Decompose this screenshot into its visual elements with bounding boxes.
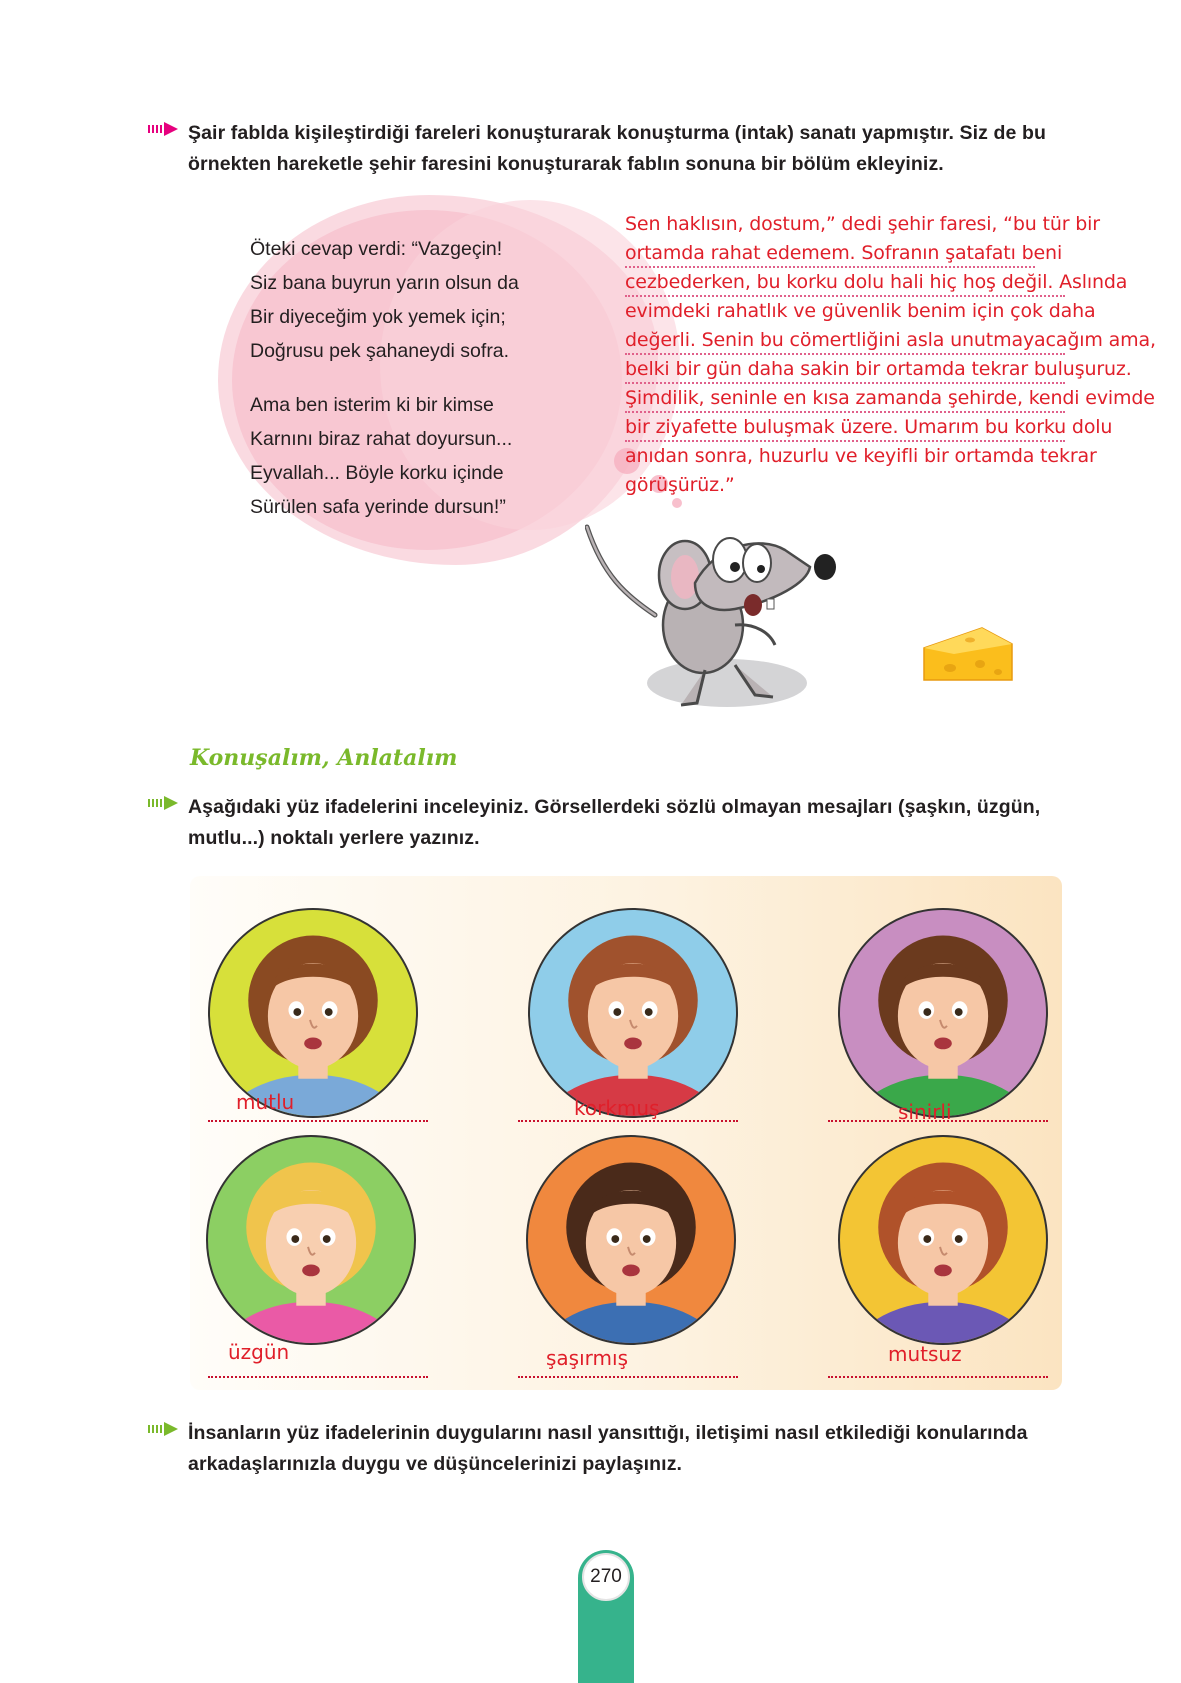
- face-answer-label[interactable]: korkmuş: [574, 1096, 660, 1120]
- answer-line: değerli. Senin bu cömertliğini asla unutmayacağım ama,: [625, 329, 1156, 351]
- poem-line: Bir diyeceğim yok yemek için;: [250, 306, 506, 328]
- face-portrait: [208, 908, 418, 1118]
- face-portrait: [526, 1135, 736, 1345]
- cheese-icon: [920, 624, 1015, 684]
- poem-line: Öteki cevap verdi: “Vazgeçin!: [250, 238, 503, 260]
- face-portrait: [838, 908, 1048, 1118]
- answer-line: bir ziyafette buluşmak üzere. Umarım bu korku dolu: [625, 416, 1113, 438]
- poem-line: Ama ben isterim ki bir kimse: [250, 394, 494, 416]
- poem: [250, 232, 580, 524]
- poem-line: Doğrusu pek şahaneydi sofra.: [250, 340, 510, 362]
- answer-line: ortamda rahat edemem. Sofranın şatafatı beni: [625, 242, 1063, 264]
- face-answer-label[interactable]: şaşırmış: [546, 1346, 628, 1370]
- answer-dotted-line: [208, 1376, 428, 1378]
- poem-line: Sürülen safa yerinde dursun!”: [250, 496, 506, 518]
- poem-line: Karnını biraz rahat doyursun...: [250, 428, 513, 450]
- answer-line: cezbederken, bu korku dolu hali hiç hoş değil. Aslında: [625, 271, 1128, 293]
- face-portrait: [528, 908, 738, 1118]
- answer-line: belki bir gün daha sakin bir ortamda tekrar buluşuruz.: [625, 358, 1132, 380]
- instruction-text: İnsanların yüz ifadelerinin duygularını nasıl yansıttığı, iletişimi nasıl etkilediği konularında arkadaşlarınızla duygu ve düşüncelerinizi paylaşınız.: [188, 1422, 1028, 1475]
- face-answer-label[interactable]: üzgün: [228, 1340, 290, 1364]
- instruction-1: [148, 118, 1078, 180]
- arrow-bullet-icon: [148, 122, 178, 136]
- answer-line: anıdan sonra, huzurlu ve keyifli bir ortamda tekrar: [625, 445, 1097, 467]
- face-answer-label[interactable]: mutsuz: [888, 1342, 962, 1366]
- instruction-3: [148, 1418, 1078, 1480]
- instruction-text: Şair fablda kişileştirdiği fareleri konuşturarak konuşturma (intak) sanatı yapmıştır. Siz de bu örnekten hareketle şehir faresini konuşturarak fablın sonuna bir bölüm ekleyiniz.: [188, 122, 1047, 175]
- handwritten-answer[interactable]: [625, 210, 1181, 500]
- instruction-text: Aşağıdaki yüz ifadelerini inceleyiniz. Görsellerdeki sözlü olmayan mesajları (şaşkın, üzgün, mutlu...) noktalı yerlere yazınız.: [188, 796, 1041, 849]
- answer-dotted-line: [518, 1120, 738, 1122]
- answer-dotted-line: [518, 1376, 738, 1378]
- answer-dotted-line: [828, 1120, 1048, 1122]
- answer-line: Şimdilik, seninle en kısa zamanda şehirde, kendi evimde: [625, 387, 1155, 409]
- face-answer-label[interactable]: mutlu: [236, 1090, 295, 1114]
- answer-dotted-line: [828, 1376, 1048, 1378]
- face-portrait: [206, 1135, 416, 1345]
- poem-stanza-2: [250, 388, 580, 524]
- answer-line: görüşürüz.”: [625, 474, 735, 496]
- answer-line: Sen haklısın, dostum,” dedi şehir faresi, “bu tür bir: [625, 213, 1100, 235]
- section-heading: Konuşalım, Anlatalım: [190, 745, 458, 771]
- face-portrait: [838, 1135, 1048, 1345]
- face-answer-label[interactable]: sinirli: [898, 1100, 952, 1124]
- page-number: 270: [582, 1553, 630, 1601]
- instruction-2: [148, 792, 1078, 854]
- arrow-bullet-icon: [148, 796, 178, 810]
- mouse-illustration: [585, 505, 845, 720]
- poem-stanza-1: [250, 232, 580, 368]
- poem-line: Eyvallah... Böyle korku içinde: [250, 462, 504, 484]
- poem-line: Siz bana buyrun yarın olsun da: [250, 272, 519, 294]
- answer-dotted-line: [208, 1120, 428, 1122]
- arrow-bullet-icon: [148, 1422, 178, 1436]
- answer-line: evimdeki rahatlık ve güvenlik benim için çok daha: [625, 300, 1096, 322]
